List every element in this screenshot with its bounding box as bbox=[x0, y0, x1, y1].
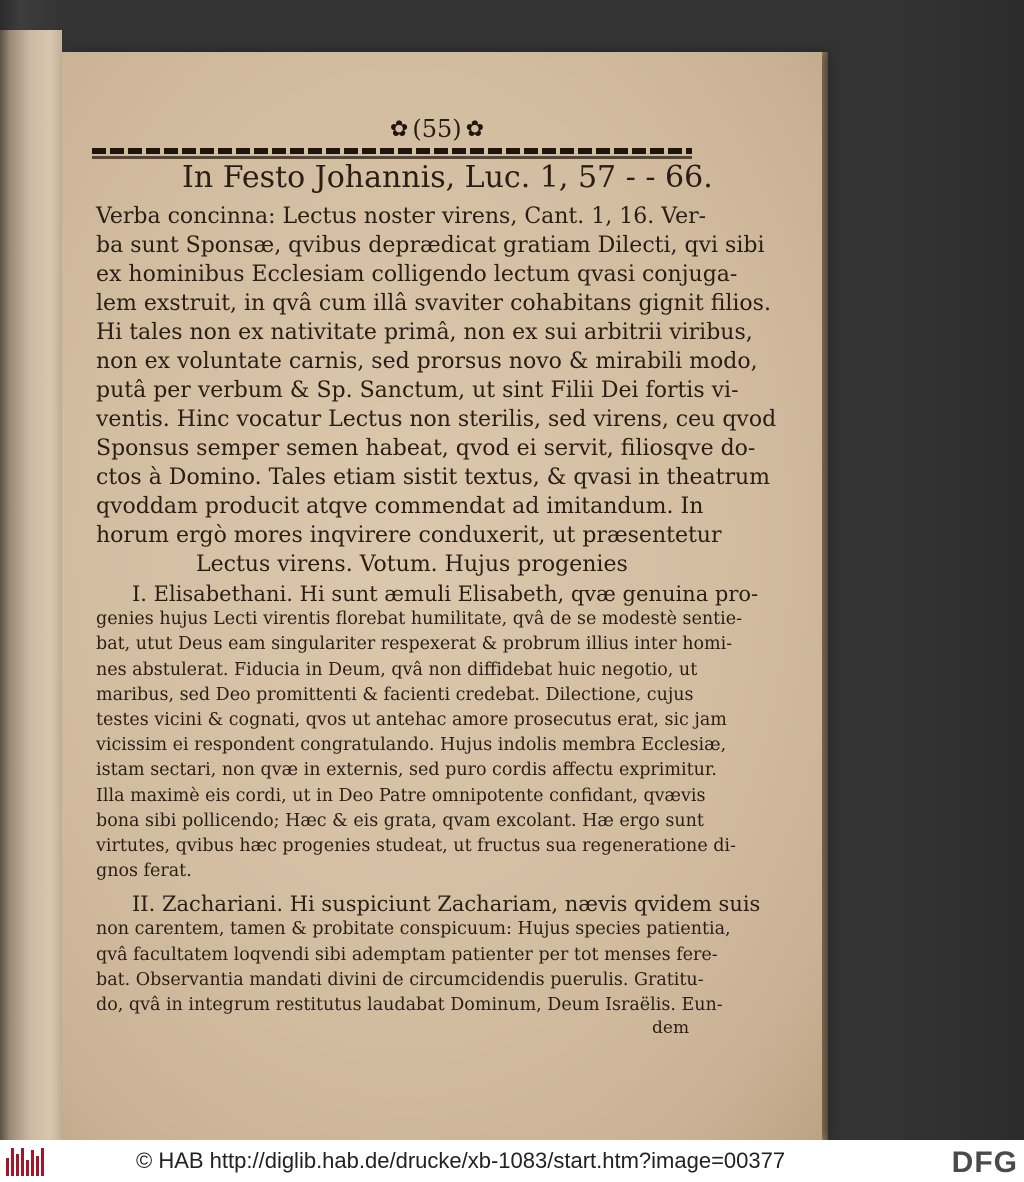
text-line: Verba concinna: Lectus noster virens, Cant. 1, 16. Ver- bbox=[96, 204, 707, 229]
text-line: genies hujus Lecti virentis florebat humilitate, qvâ de se modestè sentie- bbox=[96, 609, 743, 630]
copyright-link[interactable]: © HAB http://diglib.hab.de/drucke/xb-1083/start.htm?image=00377 bbox=[136, 1148, 786, 1173]
flower-ornament-icon: ✿ bbox=[465, 116, 485, 142]
text-line: ctos à Domino. Tales etiam sistit textus, & qvasi in theatrum bbox=[96, 465, 771, 490]
text-line: ventis. Hinc vocatur Lectus non sterilis, sed virens, ceu qvod bbox=[96, 407, 777, 432]
section-heading-line: II. Zachariani. Hi suspiciunt Zachariam, nævis qvidem suis bbox=[132, 892, 761, 917]
text-line: Sponsus semper semen habeat, qvod ei servit, filiosqve do- bbox=[96, 436, 756, 461]
sections-paragraph bbox=[96, 582, 761, 1018]
text-line: virtutes, qvibus hæc progenies studeat, ut fructus sua regeneratione di- bbox=[96, 835, 736, 856]
text-line: istam sectari, non qvæ in externis, sed puro cordis affectu exprimitur. bbox=[96, 760, 717, 781]
text-line: vicissim ei respondent congratulando. Hujus indolis membra Ecclesiæ, bbox=[96, 735, 727, 756]
text-line: nes abstulerat. Fiducia in Deum, qvâ non diffidebat huic negotio, ut bbox=[96, 659, 698, 680]
text-line: non carentem, tamen & probitate conspicuum: Hujus species patientia, bbox=[96, 919, 731, 940]
footer-bar bbox=[0, 1140, 1024, 1182]
text-line: bat, utut Deus eam singulariter respexerat & probrum illius inter homi- bbox=[96, 634, 733, 655]
header-rule-thin bbox=[92, 156, 692, 159]
text-line: testes vicini & cognati, qvos ut antehac amore prosecutus erat, sic jam bbox=[96, 709, 727, 730]
text-line: horum ergò mores inqvirere conduxerit, ut præsentetur bbox=[96, 523, 722, 548]
text-line: do, qvâ in integrum restitutus laudabat Dominum, Deum Israëlis. Eun- bbox=[96, 995, 723, 1015]
page-edge-shadow bbox=[822, 52, 828, 1140]
section-heading-line: I. Elisabethani. Hi sunt æmuli Elisabeth, qvæ genuina pro- bbox=[132, 582, 759, 606]
text-line: qvâ facultatem loqvendi sibi ademptam patienter per tot menses fere- bbox=[96, 944, 718, 965]
book-spine-edge bbox=[0, 30, 62, 1140]
header-rule bbox=[92, 148, 692, 154]
hab-barcode-logo-icon bbox=[6, 1146, 46, 1176]
text-line: lem exstruit, in qvâ cum illâ svaviter cohabitans gignit filios. bbox=[96, 291, 771, 316]
section-title: In Festo Johannis, Luc. 1, 57 - - 66. bbox=[182, 160, 713, 195]
flower-ornament-icon: ✿ bbox=[389, 116, 409, 142]
text-line: non ex voluntate carnis, sed prorsus novo & mirabili modo, bbox=[96, 349, 758, 374]
page-number: (55) bbox=[412, 115, 462, 143]
text-line: ex hominibus Ecclesiam colligendo lectum qvasi conjuga- bbox=[96, 262, 738, 287]
text-line: bat. Observantia mandati divini de circumcidendis puerulis. Gratitu- bbox=[96, 969, 704, 990]
catchword: dem bbox=[652, 1018, 690, 1038]
text-line: maribus, sed Deo promittenti & facienti credebat. Dilectione, cujus bbox=[96, 684, 694, 705]
page-header bbox=[352, 114, 522, 144]
text-line: Illa maximè eis cordi, ut in Deo Patre omnipotente confidant, qvævis bbox=[96, 785, 706, 806]
text-line: Hi tales non ex nativitate primâ, non ex sui arbitrii viribus, bbox=[96, 320, 753, 345]
dfg-logo: DFG bbox=[951, 1146, 1018, 1179]
text-line: qvoddam producit atqve commendat ad imitandum. In bbox=[96, 494, 704, 519]
main-paragraph bbox=[96, 202, 777, 579]
book-page bbox=[62, 52, 822, 1140]
text-line: Lectus virens. Votum. Hujus progenies bbox=[196, 552, 628, 577]
text-line: gnos ferat. bbox=[96, 861, 192, 882]
text-line: bona sibi pollicendo; Hæc & eis grata, qvam excolant. Hæ ergo sunt bbox=[96, 810, 704, 831]
text-line: ba sunt Sponsæ, qvibus deprædicat gratiam Dilecti, qvi sibi bbox=[96, 233, 765, 258]
text-line: putâ per verbum & Sp. Sanctum, ut sint Filii Dei fortis vi- bbox=[96, 378, 739, 403]
